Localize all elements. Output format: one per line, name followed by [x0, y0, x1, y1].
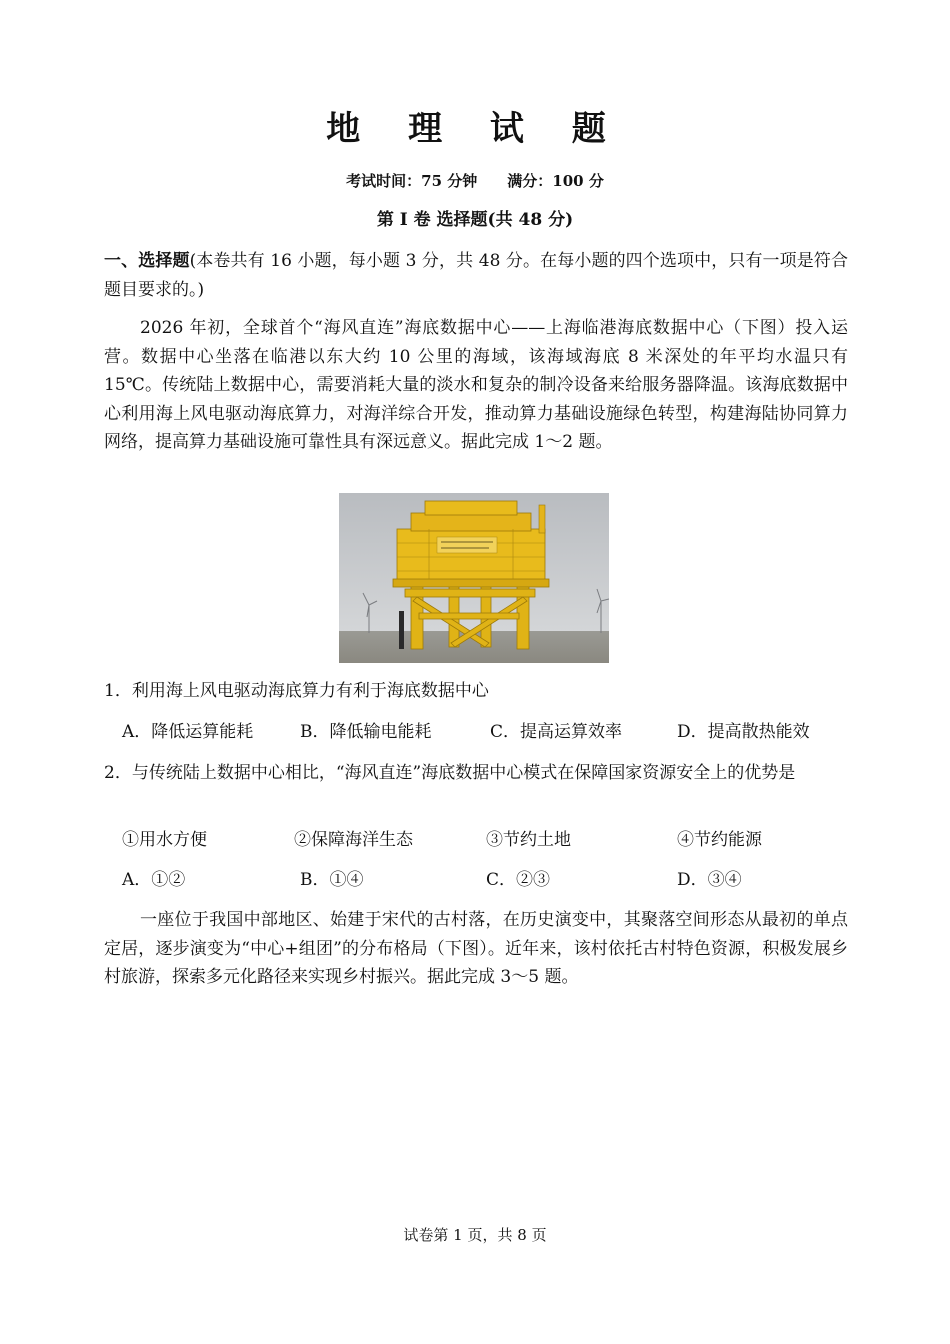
data-center-photo: [339, 493, 609, 663]
exam-time: 考试时间：75 分钟: [346, 172, 478, 190]
question-1-option-b: B．降低输电能耗: [300, 722, 432, 742]
instructions-text: (本卷共有 16 小题，每小题 3 分，共 48 分。在每小题的四个选项中，只有一项是符合题目要求的。): [104, 251, 849, 300]
exam-title: 地 理 试 题: [326, 109, 624, 149]
question-2-statement-4: ④节约能源: [677, 830, 762, 850]
passage-1: 2026 年初，全球首个“海风直连”海底数据中心——上海临港海底数据中心（下图）投入运营。数据中心坐落在临港以东大约 10 公里的海域，该海域海底 8 米深处的年平均水温只有 15℃。传统陆上数据中心，需要消耗大量的淡水和复杂的制冷设备来给服务器降温。该海底数据中心利用海上风电驱动海底算力，对海洋综合开发，推动算力基础设施绿色转型，构建海陆协同算力网络，提高算力基础设施可靠性具有深远意义。据此完成 1～2 题。: [104, 318, 848, 452]
exam-info: [0, 170, 950, 192]
passage-2: 一座位于我国中部地区、始建于宋代的古村落，在历史演变中，其聚落空间形态从最初的单点定居，逐步演变为“中心+组团”的分布格局（下图）。近年来，该村依托古村特色资源，积极发展乡村旅游，探索多元化路径来实现乡村振兴。据此完成 3～5 题。: [104, 910, 848, 987]
question-1-option-a: A．降低运算能耗: [122, 722, 254, 742]
question-2-option-b: B．①④: [300, 870, 364, 890]
question-1-option-d: D．提高散热能效: [677, 722, 810, 742]
question-2-option-c: C．②③: [486, 870, 551, 890]
section-heading: 第 I 卷 选择题(共 48 分): [376, 210, 574, 230]
question-2-stem: 2．与传统陆上数据中心相比，“海风直连”海底数据中心模式在保障国家资源安全上的优势是: [104, 763, 796, 783]
question-2-statement-1: ①用水方便: [122, 830, 207, 850]
question-2-option-a: A．①②: [122, 870, 186, 890]
page-footer: 试卷第 1 页，共 8 页: [403, 1226, 547, 1244]
question-2-statement-2: ②保障海洋生态: [294, 830, 413, 850]
exam-score: 满分：100 分: [507, 172, 604, 190]
question-1-option-c: C．提高运算效率: [490, 722, 623, 742]
instructions-label: 一、选择题: [104, 251, 190, 271]
instructions: [104, 247, 848, 304]
question-2-statement-3: ③节约土地: [486, 830, 571, 850]
question-2-option-d: D．③④: [677, 870, 742, 890]
question-1-stem: 1．利用海上风电驱动海底算力有利于海底数据中心: [104, 681, 489, 701]
